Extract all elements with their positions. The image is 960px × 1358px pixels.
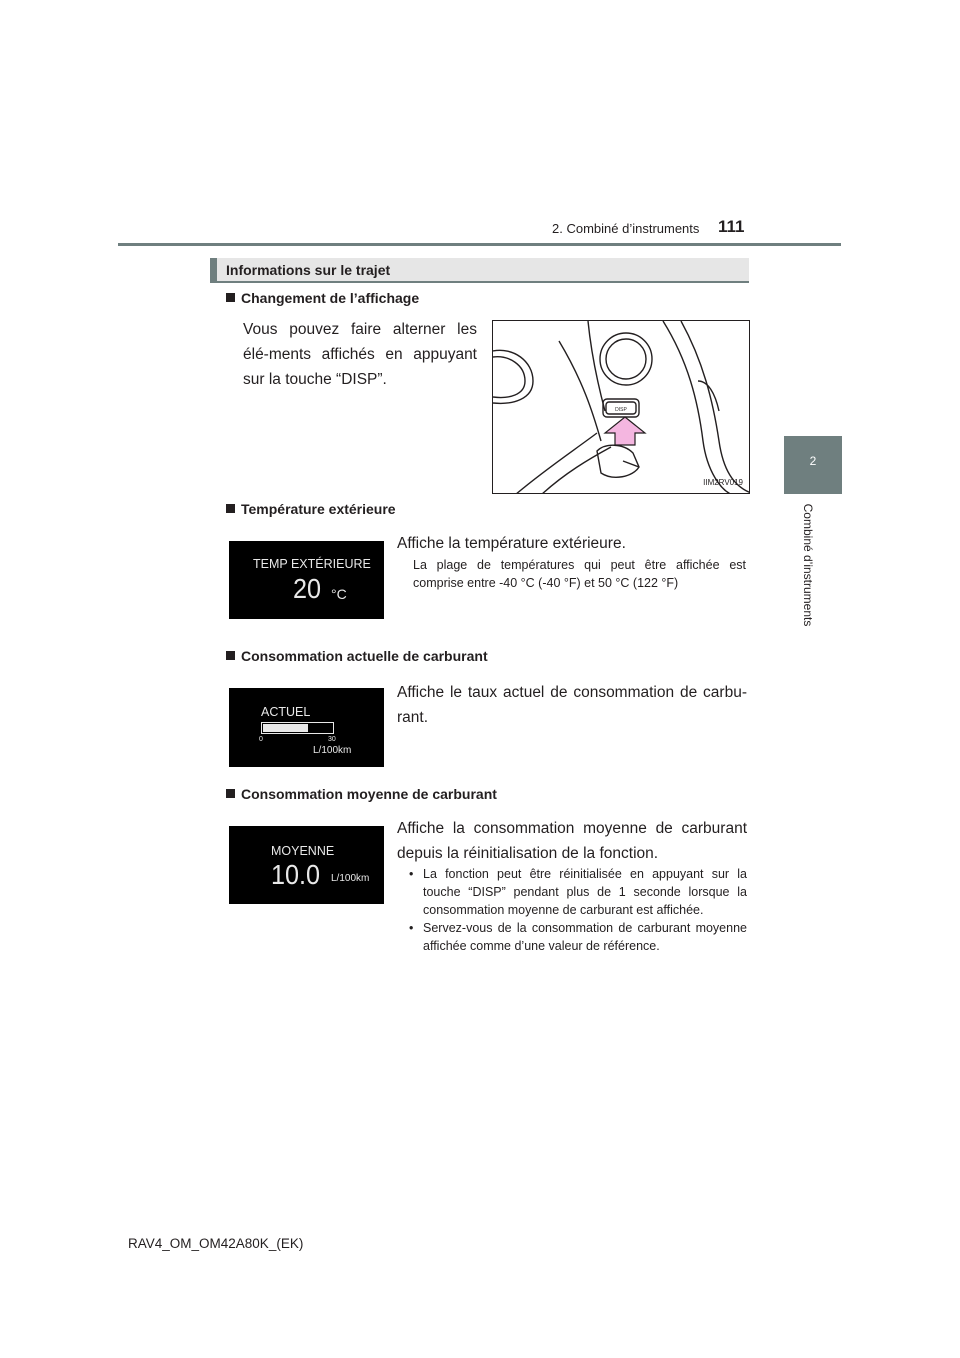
list-item: • Servez-vous de la consommation de carburant moyenne affichée comme d’une valeur de référence. <box>409 921 747 953</box>
current-scale-max: 30 <box>328 736 336 743</box>
section-title-underline <box>210 281 749 283</box>
temp-display-title: TEMP EXTÉRIEURE <box>253 557 371 571</box>
heading-change-display: Changement de l’affichage <box>226 290 419 306</box>
current-consumption-text: Affiche le taux actuel de consommation de carbu-rant. <box>397 684 747 726</box>
square-bullet-icon <box>226 651 235 660</box>
section-title-accent <box>210 258 217 282</box>
average-consumption-text: Affiche la consommation moyenne de carburant depuis la réinitialisation de la fonction. <box>397 820 747 862</box>
illustration-code: IIM2RV019 <box>703 478 743 487</box>
section-title: Informations sur le trajet <box>226 262 391 278</box>
chapter-title: 2. Combiné d’instruments <box>552 221 700 236</box>
consumption-bar-fill <box>263 724 308 732</box>
square-bullet-icon <box>226 504 235 513</box>
square-bullet-icon <box>226 293 235 302</box>
current-scale-min: 0 <box>259 736 263 743</box>
current-display-unit: L/100km <box>313 745 352 756</box>
disp-button-label: DISP <box>615 407 627 413</box>
heading-average-consumption: Consommation moyenne de carburant <box>226 786 497 802</box>
average-display-title: MOYENNE <box>271 844 335 858</box>
steering-wheel-illustration <box>492 320 750 494</box>
header-rule <box>118 243 841 246</box>
heading-current-consumption: Consommation actuelle de carburant <box>226 648 488 664</box>
change-display-text: Vous pouvez faire alterner les élé-ments affichés en appuyant sur la touche “DISP”. <box>243 321 477 388</box>
outside-temp-note: La plage de températures qui peut être affichée est comprise entre -40 °C (-40 °F) et 50 °C (122 °F) <box>413 558 746 590</box>
current-display-title: ACTUEL <box>261 705 311 719</box>
average-display-unit: L/100km <box>331 873 370 884</box>
list-item: • La fonction peut être réinitialisée en appuyant sur la touche “DISP” pendant plus de 1 seconde lorsque la consommation moyenne de carburant est affichée. <box>409 867 747 917</box>
outside-temp-text: Affiche la température extérieure. <box>397 535 626 552</box>
average-consumption-bullets <box>407 865 747 955</box>
steering-wheel-drawing <box>493 321 750 494</box>
average-consumption-display <box>229 826 384 904</box>
footer-model-code: RAV4_OM_OM42A80K_(EK) <box>128 1236 304 1251</box>
current-consumption-display <box>229 688 384 767</box>
temp-display-value: 20 <box>293 573 322 604</box>
press-arrow-icon <box>605 417 645 445</box>
average-display-value: 10.0 <box>271 859 321 890</box>
outside-temp-display <box>229 541 384 619</box>
heading-outside-temp: Température extérieure <box>226 501 396 517</box>
chapter-tab-number: 2 <box>809 454 817 468</box>
chapter-tab-label: Combiné d’instruments <box>801 503 815 627</box>
consumption-bar-gauge <box>261 722 334 734</box>
square-bullet-icon <box>226 789 235 798</box>
temp-display-unit: °C <box>331 586 347 602</box>
page-number: 111 <box>718 217 745 236</box>
